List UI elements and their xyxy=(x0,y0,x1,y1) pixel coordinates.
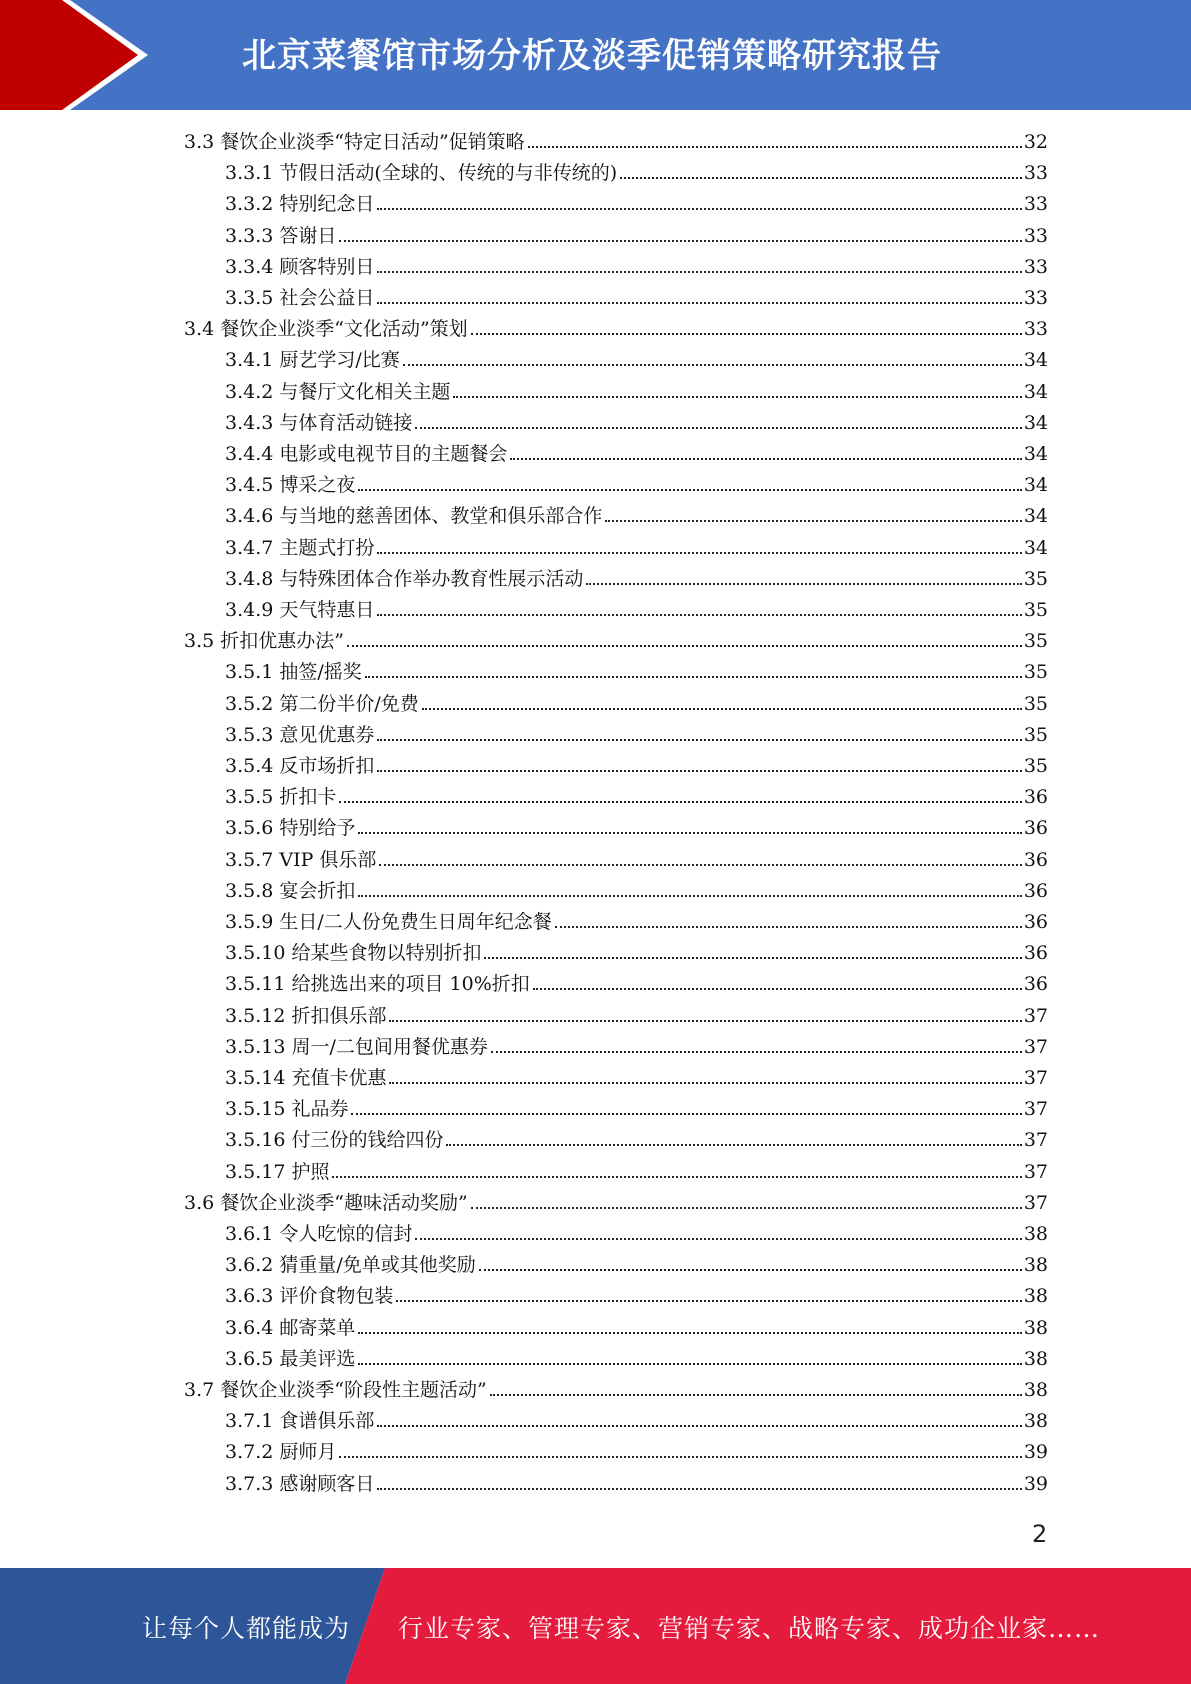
toc-entry-page: 36 xyxy=(1023,973,1048,996)
toc-entry-label: 3.6.2 猜重量/免单或其他奖励 xyxy=(225,1254,476,1277)
toc-dot-leader xyxy=(377,1424,1021,1427)
toc-entry-label: 3.6.3 评价食物包装 xyxy=(225,1285,394,1308)
toc-entry-page: 38 xyxy=(1023,1379,1048,1401)
toc-entry-page: 35 xyxy=(1023,723,1048,746)
toc-dot-leader xyxy=(415,1237,1021,1240)
toc-entry-label: 3.5.11 给挑选出来的项目 10%折扣 xyxy=(225,973,530,996)
toc-entry-label: 3.3.5 社会公益日 xyxy=(225,287,375,309)
toc-dot-leader xyxy=(484,956,1021,959)
toc-entry-page: 34 xyxy=(1023,474,1048,497)
toc-entry-page: 36 xyxy=(1023,848,1048,871)
toc-entry-page: 37 xyxy=(1023,1035,1048,1058)
toc-entry[interactable] xyxy=(225,470,1048,501)
toc-entry[interactable] xyxy=(225,657,1048,688)
toc-entry-label: 3.6.5 最美评选 xyxy=(225,1347,356,1370)
toc-entry[interactable] xyxy=(225,1125,1048,1156)
toc-entry-page: 34 xyxy=(1023,505,1048,528)
toc-entry-label: 3.4 餐饮企业淡季“文化活动”策划 xyxy=(184,318,468,341)
toc-entry-page: 37 xyxy=(1023,1191,1048,1214)
toc-entry-page: 34 xyxy=(1023,443,1048,465)
toc-entry-page: 33 xyxy=(1023,318,1048,341)
toc-entry[interactable] xyxy=(225,1469,1048,1500)
toc-entry-label: 3.5.7 VIP 俱乐部 xyxy=(225,848,377,871)
toc-entry-label: 3.5.1 抽签/摇奖 xyxy=(225,661,362,684)
toc-dot-leader xyxy=(446,1143,1021,1146)
toc-dot-leader xyxy=(358,894,1021,897)
toc-dot-leader xyxy=(377,613,1021,616)
toc-entry[interactable] xyxy=(184,314,1048,345)
toc-entry[interactable] xyxy=(184,626,1048,657)
header-band xyxy=(0,0,1191,110)
toc-dot-leader xyxy=(332,1175,1021,1178)
toc-entry-page: 38 xyxy=(1023,1410,1048,1433)
toc-entry-label: 3.4.2 与餐厅文化相关主题 xyxy=(225,380,451,403)
toc-entry[interactable] xyxy=(225,595,1048,626)
toc-entry[interactable] xyxy=(225,1406,1048,1437)
toc-entry-page: 33 xyxy=(1023,224,1048,247)
toc-entry[interactable] xyxy=(225,533,1048,564)
toc-entry-page: 34 xyxy=(1023,536,1048,559)
toc-entry-page: 38 xyxy=(1023,1223,1048,1245)
toc-dot-leader xyxy=(389,1019,1021,1022)
toc-dot-leader xyxy=(479,1268,1022,1271)
toc-entry-page: 36 xyxy=(1023,786,1048,809)
toc-entry-label: 3.5.15 礼品券 xyxy=(225,1098,349,1121)
toc-entry-page: 33 xyxy=(1023,162,1048,185)
toc-entry[interactable] xyxy=(225,1250,1048,1281)
toc-entry-page: 33 xyxy=(1023,193,1048,216)
toc-entry[interactable] xyxy=(225,969,1048,1000)
toc-entry-page: 36 xyxy=(1023,911,1048,933)
toc-entry-label: 3.6.1 令人吃惊的信封 xyxy=(225,1223,413,1245)
footer-band xyxy=(0,1568,1191,1684)
toc-entry-label: 3.5.9 生日/二人份免费生日周年纪念餐 xyxy=(225,911,552,933)
toc-dot-leader xyxy=(377,301,1021,304)
toc-entry-label: 3.3.2 特别纪念日 xyxy=(225,193,375,216)
toc-entry[interactable] xyxy=(225,1094,1048,1125)
toc-entry[interactable] xyxy=(225,1001,1048,1032)
footer-slogan-left: 让每个人都能成为 xyxy=(142,1614,351,1643)
toc-entry[interactable] xyxy=(184,1188,1048,1219)
toc-entry-label: 3.6 餐饮企业淡季“趣味活动奖励” xyxy=(184,1191,468,1214)
toc-entry[interactable] xyxy=(225,907,1048,938)
toc-entry[interactable] xyxy=(225,1219,1048,1250)
toc-entry[interactable] xyxy=(184,127,1048,158)
toc-dot-leader xyxy=(365,675,1022,678)
toc-entry-label: 3.5.6 特别给予 xyxy=(225,817,356,840)
toc-entry-page: 33 xyxy=(1023,287,1048,309)
toc-entry-label: 3.5.2 第二份半价/免费 xyxy=(225,692,419,715)
page-number: 2 xyxy=(1032,1520,1048,1548)
toc-dot-leader xyxy=(422,707,1022,710)
toc-entry-label: 3.4.6 与当地的慈善团体、教堂和俱乐部合作 xyxy=(225,505,603,528)
toc-entry[interactable] xyxy=(225,377,1048,408)
toc-entry-label: 3.4.4 电影或电视节目的主题餐会 xyxy=(225,443,508,465)
toc-entry-page: 35 xyxy=(1023,755,1048,777)
toc-entry-label: 3.5.4 反市场折扣 xyxy=(225,755,375,777)
toc-entry-label: 3.5.3 意见优惠券 xyxy=(225,723,375,746)
toc-entry[interactable] xyxy=(225,1032,1048,1063)
toc-entry-page: 33 xyxy=(1023,255,1048,278)
toc-entry-page: 34 xyxy=(1023,349,1048,372)
toc-dot-leader xyxy=(339,800,1021,803)
toc-entry-label: 3.3.1 节假日活动(全球的、传统的与非传统的) xyxy=(225,162,618,185)
toc-entry[interactable] xyxy=(225,408,1048,439)
toc-entry-label: 3.4.8 与特殊团体合作举办教育性展示活动 xyxy=(225,567,584,590)
toc-entry-page: 38 xyxy=(1023,1347,1048,1370)
toc-dot-leader xyxy=(339,1455,1021,1458)
toc-entry-page: 36 xyxy=(1023,817,1048,840)
toc-entry-page: 36 xyxy=(1023,879,1048,902)
toc-entry[interactable] xyxy=(225,501,1048,532)
toc-entry[interactable] xyxy=(225,1281,1048,1312)
toc-dot-leader xyxy=(491,1050,1022,1053)
toc-dot-leader xyxy=(377,207,1021,210)
toc-dot-leader xyxy=(389,1081,1021,1084)
toc-entry-page: 35 xyxy=(1023,630,1048,653)
toc-entry[interactable] xyxy=(225,938,1048,969)
header-arrow-decoration xyxy=(0,0,160,110)
toc-entry-label: 3.4.3 与体育活动链接 xyxy=(225,411,413,434)
toc-dot-leader xyxy=(377,551,1021,554)
toc-entry-page: 38 xyxy=(1023,1254,1048,1277)
document-title: 北京菜餐馆市场分析及淡季促销策略研究报告 xyxy=(242,36,942,76)
toc-entry-label: 3.3 餐饮企业淡季“特定日活动”促销策略 xyxy=(184,131,525,153)
toc-entry[interactable] xyxy=(225,439,1048,470)
toc-entry-page: 36 xyxy=(1023,942,1048,965)
toc-dot-leader xyxy=(403,363,1022,366)
toc-dot-leader xyxy=(339,239,1021,242)
toc-entry[interactable] xyxy=(184,1375,1048,1406)
toc-entry-page: 37 xyxy=(1023,1098,1048,1121)
toc-entry[interactable] xyxy=(225,1157,1048,1188)
toc-entry-label: 3.7.2 厨师月 xyxy=(225,1441,337,1464)
toc-entry[interactable] xyxy=(225,252,1048,283)
toc-entry[interactable] xyxy=(225,345,1048,376)
toc-entry-page: 39 xyxy=(1023,1472,1048,1495)
toc-entry-page: 34 xyxy=(1023,411,1048,434)
toc-dot-leader xyxy=(620,176,1022,179)
toc-entry[interactable] xyxy=(225,189,1048,220)
toc-entry-label: 3.3.3 答谢日 xyxy=(225,224,337,247)
toc-dot-leader xyxy=(490,1393,1022,1396)
toc-entry[interactable] xyxy=(225,751,1048,782)
toc-entry[interactable] xyxy=(225,1063,1048,1094)
toc-dot-leader xyxy=(358,1362,1021,1365)
toc-entry-label: 3.4.9 天气特惠日 xyxy=(225,599,375,621)
toc-dot-leader xyxy=(471,332,1022,335)
toc-entry[interactable] xyxy=(225,158,1048,189)
toc-entry-label: 3.5.8 宴会折扣 xyxy=(225,879,356,902)
toc-entry-page: 37 xyxy=(1023,1067,1048,1089)
toc-entry-page: 38 xyxy=(1023,1316,1048,1339)
toc-entry-page: 37 xyxy=(1023,1004,1048,1027)
toc-entry[interactable] xyxy=(225,845,1048,876)
toc-entry-label: 3.5 折扣优惠办法” xyxy=(184,630,344,653)
toc-dot-leader xyxy=(471,1206,1022,1209)
footer-slogan-right: 行业专家、管理专家、营销专家、战略专家、成功企业家…… xyxy=(398,1614,1101,1643)
toc-entry-label: 3.5.12 折扣俱乐部 xyxy=(225,1004,387,1027)
toc-entry[interactable] xyxy=(225,782,1048,813)
toc-entry[interactable] xyxy=(225,1437,1048,1468)
toc-entry-page: 38 xyxy=(1023,1285,1048,1308)
toc-dot-leader xyxy=(358,1331,1021,1334)
toc-entry[interactable] xyxy=(225,876,1048,907)
toc-entry[interactable] xyxy=(225,1344,1048,1375)
toc-dot-leader xyxy=(347,644,1022,647)
toc-entry-page: 35 xyxy=(1023,599,1048,621)
toc-dot-leader xyxy=(605,519,1021,522)
toc-entry-label: 3.5.5 折扣卡 xyxy=(225,786,337,809)
toc-dot-leader xyxy=(415,426,1021,429)
toc-entry-label: 3.5.10 给某些食物以特别折扣 xyxy=(225,942,482,965)
toc-entry-label: 3.6.4 邮寄菜单 xyxy=(225,1316,356,1339)
toc-entry-label: 3.5.13 周一/二包间用餐优惠券 xyxy=(225,1035,488,1058)
toc-dot-leader xyxy=(377,738,1021,741)
toc-dot-leader xyxy=(358,831,1021,834)
toc-dot-leader xyxy=(510,457,1021,460)
toc-dot-leader xyxy=(379,863,1021,866)
toc-entry-label: 3.5.16 付三份的钱给四份 xyxy=(225,1129,444,1152)
toc-dot-leader xyxy=(528,145,1022,148)
toc-entry-page: 32 xyxy=(1023,131,1048,153)
toc-entry[interactable] xyxy=(225,283,1048,314)
toc-entry-page: 35 xyxy=(1023,567,1048,590)
toc-dot-leader xyxy=(453,395,1021,398)
toc-dot-leader xyxy=(377,270,1021,273)
toc-entry-page: 37 xyxy=(1023,1129,1048,1152)
toc-entry-label: 3.7.3 感谢顾客日 xyxy=(225,1472,375,1495)
toc-entry[interactable] xyxy=(225,720,1048,751)
toc-dot-leader xyxy=(586,582,1021,585)
toc-entry-page: 34 xyxy=(1023,380,1048,403)
toc-entry-label: 3.4.7 主题式打扮 xyxy=(225,536,375,559)
toc-entry-page: 35 xyxy=(1023,692,1048,715)
toc-entry-label: 3.3.4 顾客特别日 xyxy=(225,255,375,278)
toc-dot-leader xyxy=(351,1112,1021,1115)
toc-dot-leader xyxy=(396,1299,1021,1302)
toc-dot-leader xyxy=(533,987,1022,990)
toc-entry-label: 3.7.1 食谱俱乐部 xyxy=(225,1410,375,1433)
toc-entry-label: 3.5.17 护照 xyxy=(225,1160,330,1183)
toc-entry-label: 3.7 餐饮企业淡季“阶段性主题活动” xyxy=(184,1379,487,1401)
toc-entry-page: 37 xyxy=(1023,1160,1048,1183)
toc-entry-page: 35 xyxy=(1023,661,1048,684)
toc-entry[interactable] xyxy=(225,1313,1048,1344)
toc-entry-label: 3.4.5 博采之夜 xyxy=(225,474,356,497)
toc-entry-page: 39 xyxy=(1023,1441,1048,1464)
toc-dot-leader xyxy=(358,488,1021,491)
toc-entry[interactable] xyxy=(225,689,1048,720)
toc-entry[interactable] xyxy=(225,564,1048,595)
toc-dot-leader xyxy=(377,1487,1021,1490)
toc-entry-label: 3.4.1 厨艺学习/比赛 xyxy=(225,349,400,372)
toc-entry-label: 3.5.14 充值卡优惠 xyxy=(225,1067,387,1089)
toc-entry[interactable] xyxy=(225,813,1048,844)
toc-entry[interactable] xyxy=(225,221,1048,252)
toc-dot-leader xyxy=(555,925,1022,928)
toc-dot-leader xyxy=(377,769,1021,772)
